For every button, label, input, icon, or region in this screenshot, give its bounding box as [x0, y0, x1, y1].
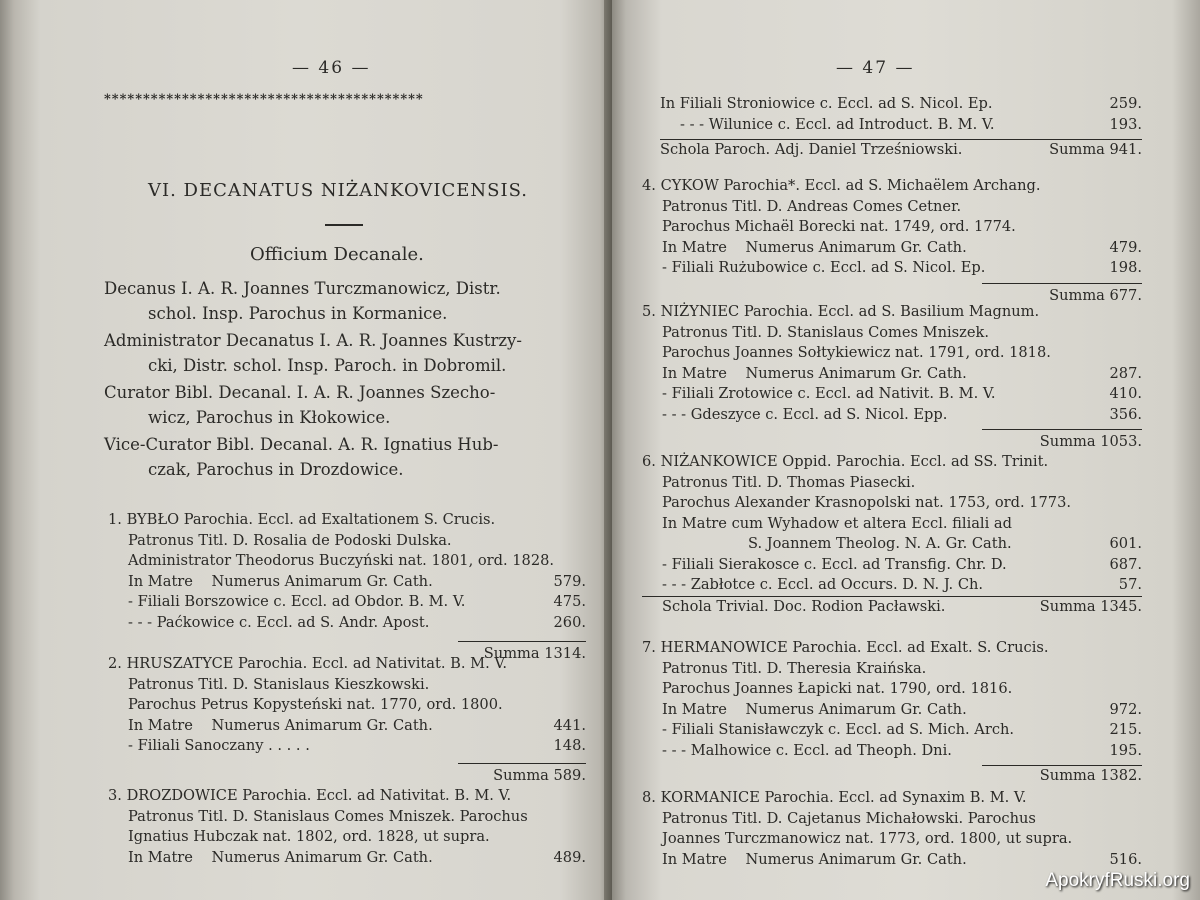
- matre-row: S. Joannem Theolog. N. A. Gr. Cath. 601.: [748, 535, 1142, 552]
- summa: Summa 1382.: [1039, 767, 1142, 784]
- right-page: [612, 0, 1200, 900]
- parish-entry-hruszatyce: 2. HRUSZATYCE Parochia. Eccl. ad Nativitat. B. M. V. Patronus Titl. D. Stanislaus Kieszkowski. Parochus Petrus Kopysteński nat. 1770, ord. 1800. In Matre Numerus Animarum Gr. Cath. 441. - Filiali Sanoczany . . . . . 148. Summa 589.: [108, 654, 586, 786]
- stars-rule: *****************************************: [104, 92, 424, 107]
- filiali-row: - Filiali Sierakosce c. Eccl. ad Transfig. Chr. D. 687.: [662, 555, 1142, 573]
- summa-rule: [982, 283, 1142, 284]
- filiali-row: - Filiali Sanoczany . . . . . 148.: [128, 737, 586, 754]
- filiali-row: - Filiali Rużubowice c. Eccl. ad S. Nicol. Ep. 198.: [662, 259, 1142, 276]
- matre-row: In Matre Numerus Animarum Gr. Cath. 579.: [128, 572, 586, 590]
- matre-row: In Matre Numerus Animarum Gr. Cath. 489.: [128, 848, 586, 866]
- officium-heading: Officium Decanale.: [250, 244, 424, 265]
- summa-rule: [982, 429, 1142, 430]
- summa-rule: [458, 641, 586, 642]
- summa: Summa 1314.: [483, 645, 586, 662]
- filiali-row: - - - Wilunice c. Eccl. ad Introduct. B. M. V. 193.: [680, 115, 1142, 133]
- continuation-block: [660, 94, 1142, 161]
- filiali-row: In Filiali Stroniowice c. Eccl. ad S. Nicol. Ep. 259.: [660, 95, 1142, 112]
- matre-row: In Matre Numerus Animarum Gr. Cath. 441.: [128, 716, 586, 734]
- parish-entry-hermanowice: 7. HERMANOWICE Parochia. Eccl. ad Exalt. S. Crucis. Patronus Titl. D. Theresia Kraińska. Parochus Joannes Łapicki nat. 1790, ord. 1816. In Matre Numerus Animarum Gr. Cath. 972. - Filiali Stanisławczyk c. Eccl. ad S. Mich. Arch. 215. - - - Malhowice c. Eccl. ad Theoph. Dni. 195. Summa 1382.: [642, 638, 1142, 787]
- summa-rule: [458, 763, 586, 764]
- schola-row: Schola Paroch. Adj. Daniel Trześniowski. Summa 941.: [660, 141, 1142, 158]
- schola-row: Schola Trivial. Doc. Rodion Pacławski. Summa 1345.: [642, 596, 1142, 618]
- page-number-left: — 46 —: [292, 58, 371, 78]
- filiali-row: - Filiali Borszowice c. Eccl. ad Obdor. B. M. V. 475.: [128, 593, 586, 610]
- parish-entry-nizyniec: 5. NIŻYNIEC Parochia. Eccl. ad S. Basilium Magnum. Patronus Titl. D. Stanislaus Comes Mniszek. Parochus Joannes Sołtykiewicz nat. 1791, ord. 1818. In Matre Numerus Animarum Gr. Cath. 287. - Filiali Zrotowice c. Eccl. ad Nativit. B. M. V. 410. - - - Gdeszyce c. Eccl. ad S. Nicol. Epp. 356. Summa 1053.: [642, 302, 1142, 453]
- matre-row: In Matre Numerus Animarum Gr. Cath. 972.: [662, 700, 1142, 718]
- summa: Summa 1053.: [1039, 433, 1142, 450]
- matre-row: In Matre Numerus Animarum Gr. Cath. 516.: [662, 850, 1142, 868]
- filiali-row: - - - Zabłotce c. Eccl. ad Occurs. D. N. J. Ch. 57.: [662, 576, 1142, 593]
- office-entry: Administrator Decanatus I. A. R. Joannes Kustrzy- cki, Distr. schol. Insp. Paroch. in Dobromil.: [104, 331, 522, 375]
- filiali-row: - Filiali Zrotowice c. Eccl. ad Nativit. B. M. V. 410.: [662, 385, 1142, 402]
- summa: Summa 589.: [493, 766, 586, 784]
- watermark: ApokryfRuski.org: [1045, 870, 1190, 891]
- filiali-row: - - - Gdeszyce c. Eccl. ad S. Nicol. Epp. 356.: [662, 405, 1142, 423]
- matre-row: In Matre Numerus Animarum Gr. Cath. 479.: [662, 238, 1142, 256]
- filiali-row: - - - Paćkowice c. Eccl. ad S. Andr. Apost. 260.: [128, 613, 586, 631]
- parish-entry-nizankowice: 6. NIŻANKOWICE Oppid. Parochia. Eccl. ad SS. Trinit. Patronus Titl. D. Thomas Piasecki. Parochus Alexander Krasnopolski nat. 1753, ord. 1773. In Matre cum Wyhadow et altera Eccl. filiali ad S. Joannem Theolog. N. A. Gr. Cath. 601. - Filiali Sierakosce c. Eccl. ad Transfig. Chr. D. 687. - - - Zabłotce c. Eccl. ad Occurs. D. N. J. Ch. 57. Schola Trivial. Doc. Rodion Pacławski. Summa 1345.: [642, 452, 1142, 617]
- parish-entry-drozdowice: 3. DROZDOWICE Parochia. Eccl. ad Nativitat. B. M. V. Patronus Titl. D. Stanislaus Comes Mniszek. Parochus Ignatius Hubczak nat. 1802, ord. 1828, ut supra. In Matre Numerus Animarum Gr. Cath. 489.: [108, 786, 586, 868]
- parish-entry-kormanice: 8. KORMANICE Parochia. Eccl. ad Synaxim B. M. V. Patronus Titl. D. Cajetanus Michałowski. Parochus Joannes Turczmanowicz nat. 1773, ord. 1800, ut supra. In Matre Numerus Animarum Gr. Cath. 516.: [642, 788, 1142, 870]
- page-number-right: — 47 —: [836, 58, 915, 78]
- office-entry: Vice-Curator Bibl. Decanal. A. R. Ignatius Hub- czak, Parochus in Drozdowice.: [104, 435, 499, 479]
- summa: Summa 677.: [1049, 286, 1142, 304]
- parish-entry-byblo: 1. BYBŁO Parochia. Eccl. ad Exaltationem S. Crucis. Patronus Titl. D. Rosalia de Podoski Dulska. Administrator Theodorus Buczyński nat. 1801, ord. 1828. In Matre Numerus Animarum Gr. Cath. 579. - Filiali Borszowice c. Eccl. ad Obdor. B. M. V. 475. - - - Paćkowice c. Eccl. ad S. Andr. Apost. 260. Summa 1314.: [108, 510, 586, 665]
- office-entry: Curator Bibl. Decanal. I. A. R. Joannes Szecho- wicz, Parochus in Kłokowice.: [104, 383, 496, 427]
- filiali-row: - Filiali Stanisławczyk c. Eccl. ad S. Mich. Arch. 215.: [662, 721, 1142, 738]
- parish-entry-cykow: 4. CYKOW Parochia*. Eccl. ad S. Michaëlem Archang. Patronus Titl. D. Andreas Comes Cetner. Parochus Michaël Borecki nat. 1749, ord. 1774. In Matre Numerus Animarum Gr. Cath. 479. - Filiali Rużubowice c. Eccl. ad S. Nicol. Ep. 198. Summa 677.: [642, 176, 1142, 306]
- office-entry: Decanus I. A. R. Joannes Turczmanowicz, Distr. schol. Insp. Parochus in Kormanice.: [104, 279, 501, 323]
- matre-row: In Matre Numerus Animarum Gr. Cath. 287.: [662, 364, 1142, 382]
- section-title: VI. DECANATUS NIŻANKOVICENSIS.: [148, 180, 529, 201]
- filiali-row: - - - Malhowice c. Eccl. ad Theoph. Dni. 195.: [662, 741, 1142, 759]
- short-rule: [325, 224, 363, 226]
